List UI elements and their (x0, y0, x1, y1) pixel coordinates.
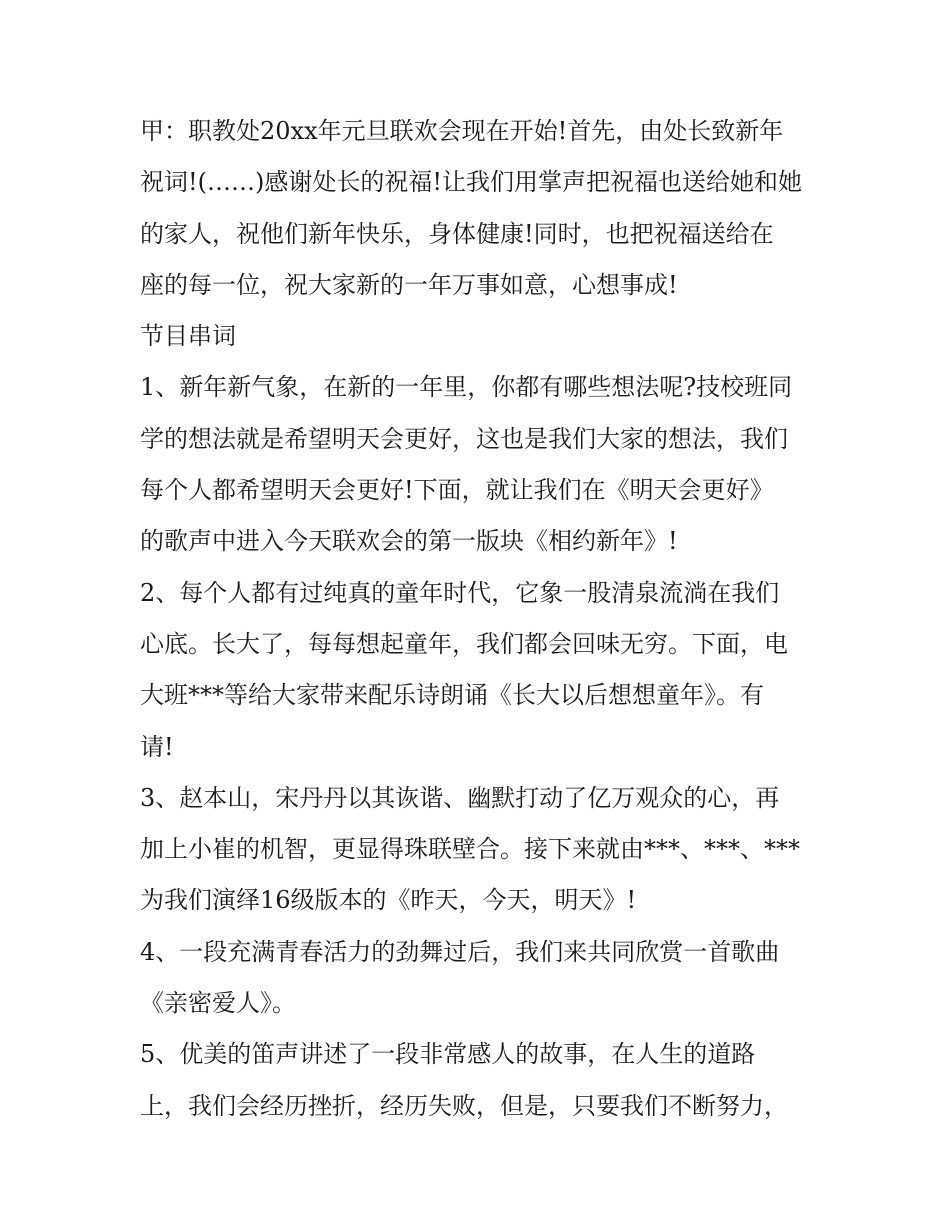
text-line-item1-1: 1、新年新气象，在新的一年里，你都有哪些想法呢?技校班同 (140, 373, 793, 402)
text-line-item3-2: 加上小崔的机智，更显得珠联壁合。接下来就由***、***、*** (140, 835, 800, 864)
text-line-item3-1: 3、赵本山，宋丹丹以其诙谐、幽默打动了亿万观众的心，再 (140, 783, 780, 812)
text-line-item4-2: 《亲密爱人》。 (140, 989, 296, 1018)
text-line-opening-1: 甲：职教处20xx年元旦联欢会现在开始!首先，由处长致新年 (140, 117, 784, 145)
text-line-item2-4: 请! (140, 732, 174, 761)
text-line-item5-2: 上，我们会经历挫折，经历失败，但是，只要我们不断努力， (140, 1091, 788, 1120)
text-line-item2-1: 2、每个人都有过纯真的童年时代，它象一股清泉流淌在我们 (140, 578, 780, 607)
text-line-opening-2: 祝词!(……)感谢处长的祝福!让我们用掌声把祝福也送给她和她 (140, 168, 803, 197)
text-line-item1-4: 的歌声中进入今天联欢会的第一版块《相约新年》! (140, 527, 678, 556)
text-line-item3-3: 为我们演绎16级版本的《昨天，今天，明天》! (140, 886, 637, 915)
section-heading: 节目串词 (140, 322, 236, 351)
text-line-item2-2: 心底。长大了，每每想起童年，我们都会回味无穷。下面，电 (140, 629, 788, 658)
text-line-item5-1: 5、优美的笛声讲述了一段非常感人的故事，在人生的道路 (140, 1040, 756, 1069)
text-line-item1-2: 学的想法就是希望明天会更好，这也是我们大家的想法，我们 (140, 424, 788, 453)
text-line-item2-3: 大班***等给大家带来配乐诗朗诵《长大以后想想童年》。有 (140, 681, 764, 710)
text-line-opening-4: 座的每一位，祝大家新的一年万事如意，心想事成! (140, 270, 678, 299)
text-line-item4-1: 4、一段充满青春活力的劲舞过后，我们来共同欣赏一首歌曲 (140, 937, 780, 966)
document-body (140, 106, 820, 1132)
text-line-item1-3: 每个人都希望明天会更好!下面，就让我们在《明天会更好》 (140, 476, 774, 505)
text-line-opening-3: 的家人，祝他们新年快乐，身体健康!同时，也把祝福送给在 (140, 219, 774, 248)
